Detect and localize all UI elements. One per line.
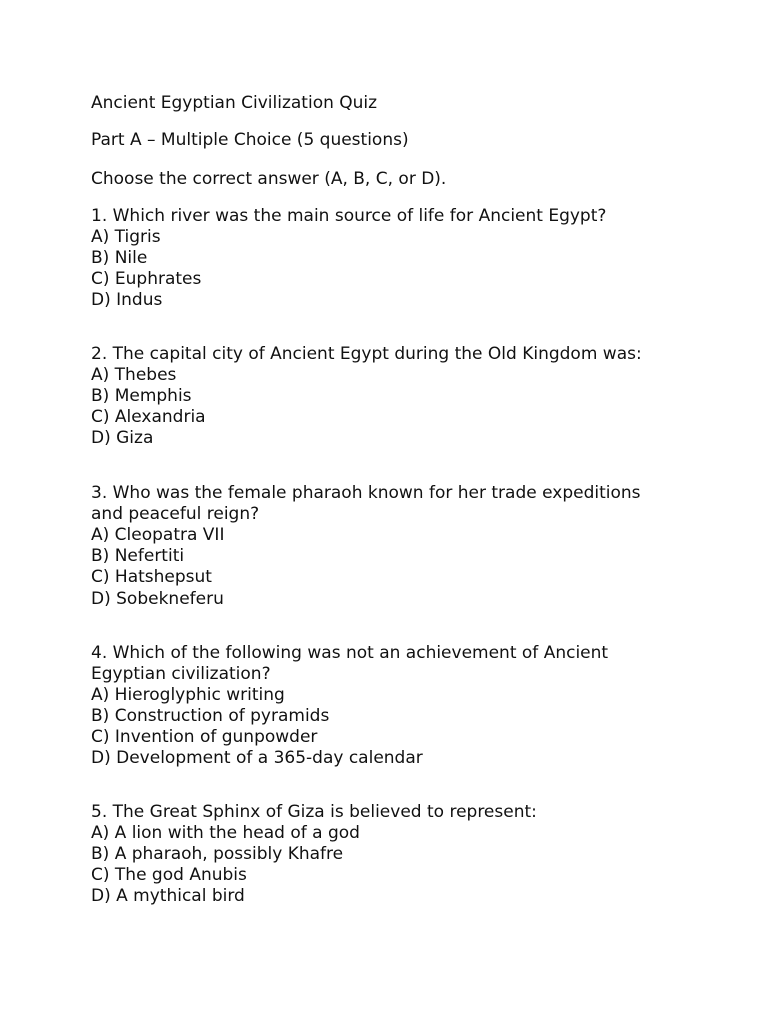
question-3-option-a: A) Cleopatra VII <box>91 525 225 545</box>
question-2-text: 2. The capital city of Ancient Egypt during the Old Kingdom was: <box>91 344 642 364</box>
question-4-option-c: C) Invention of gunpowder <box>91 727 318 747</box>
quiz-title: Ancient Egyptian Civilization Quiz <box>91 93 378 113</box>
question-5-option-b: B) A pharaoh, possibly Khafre <box>91 844 344 864</box>
question-3-text-line-1: 3. Who was the female pharaoh known for her trade expeditions <box>91 483 641 503</box>
question-3-option-c: C) Hatshepsut <box>91 567 212 587</box>
question-2-option-d: D) Giza <box>91 428 154 448</box>
question-5-text: 5. The Great Sphinx of Giza is believed to represent: <box>91 802 537 822</box>
question-5-option-c: C) The god Anubis <box>91 865 247 885</box>
question-5-option-d: D) A mythical bird <box>91 886 245 906</box>
question-5-option-a: A) A lion with the head of a god <box>91 823 360 843</box>
instructions: Choose the correct answer (A, B, C, or D). <box>91 169 447 189</box>
question-4-text-line-1: 4. Which of the following was not an achievement of Ancient <box>91 643 609 663</box>
question-3-text-line-2: and peaceful reign? <box>91 504 260 524</box>
question-1-option-a: A) Tigris <box>91 227 161 247</box>
question-4-option-d: D) Development of a 365-day calendar <box>91 748 423 768</box>
part-heading: Part A – Multiple Choice (5 questions) <box>91 130 409 150</box>
question-3-option-b: B) Nefertiti <box>91 546 185 566</box>
question-1-option-c: C) Euphrates <box>91 269 202 289</box>
question-2-option-b: B) Memphis <box>91 386 192 406</box>
question-3-option-d: D) Sobekneferu <box>91 589 224 609</box>
question-1-option-b: B) Nile <box>91 248 148 268</box>
question-1-text: 1. Which river was the main source of life for Ancient Egypt? <box>91 206 607 226</box>
question-1-option-d: D) Indus <box>91 290 163 310</box>
question-4-option-a: A) Hieroglyphic writing <box>91 685 285 705</box>
question-2-option-c: C) Alexandria <box>91 407 206 427</box>
question-2-option-a: A) Thebes <box>91 365 177 385</box>
question-4-option-b: B) Construction of pyramids <box>91 706 330 726</box>
question-4-text-line-2: Egyptian civilization? <box>91 664 271 684</box>
